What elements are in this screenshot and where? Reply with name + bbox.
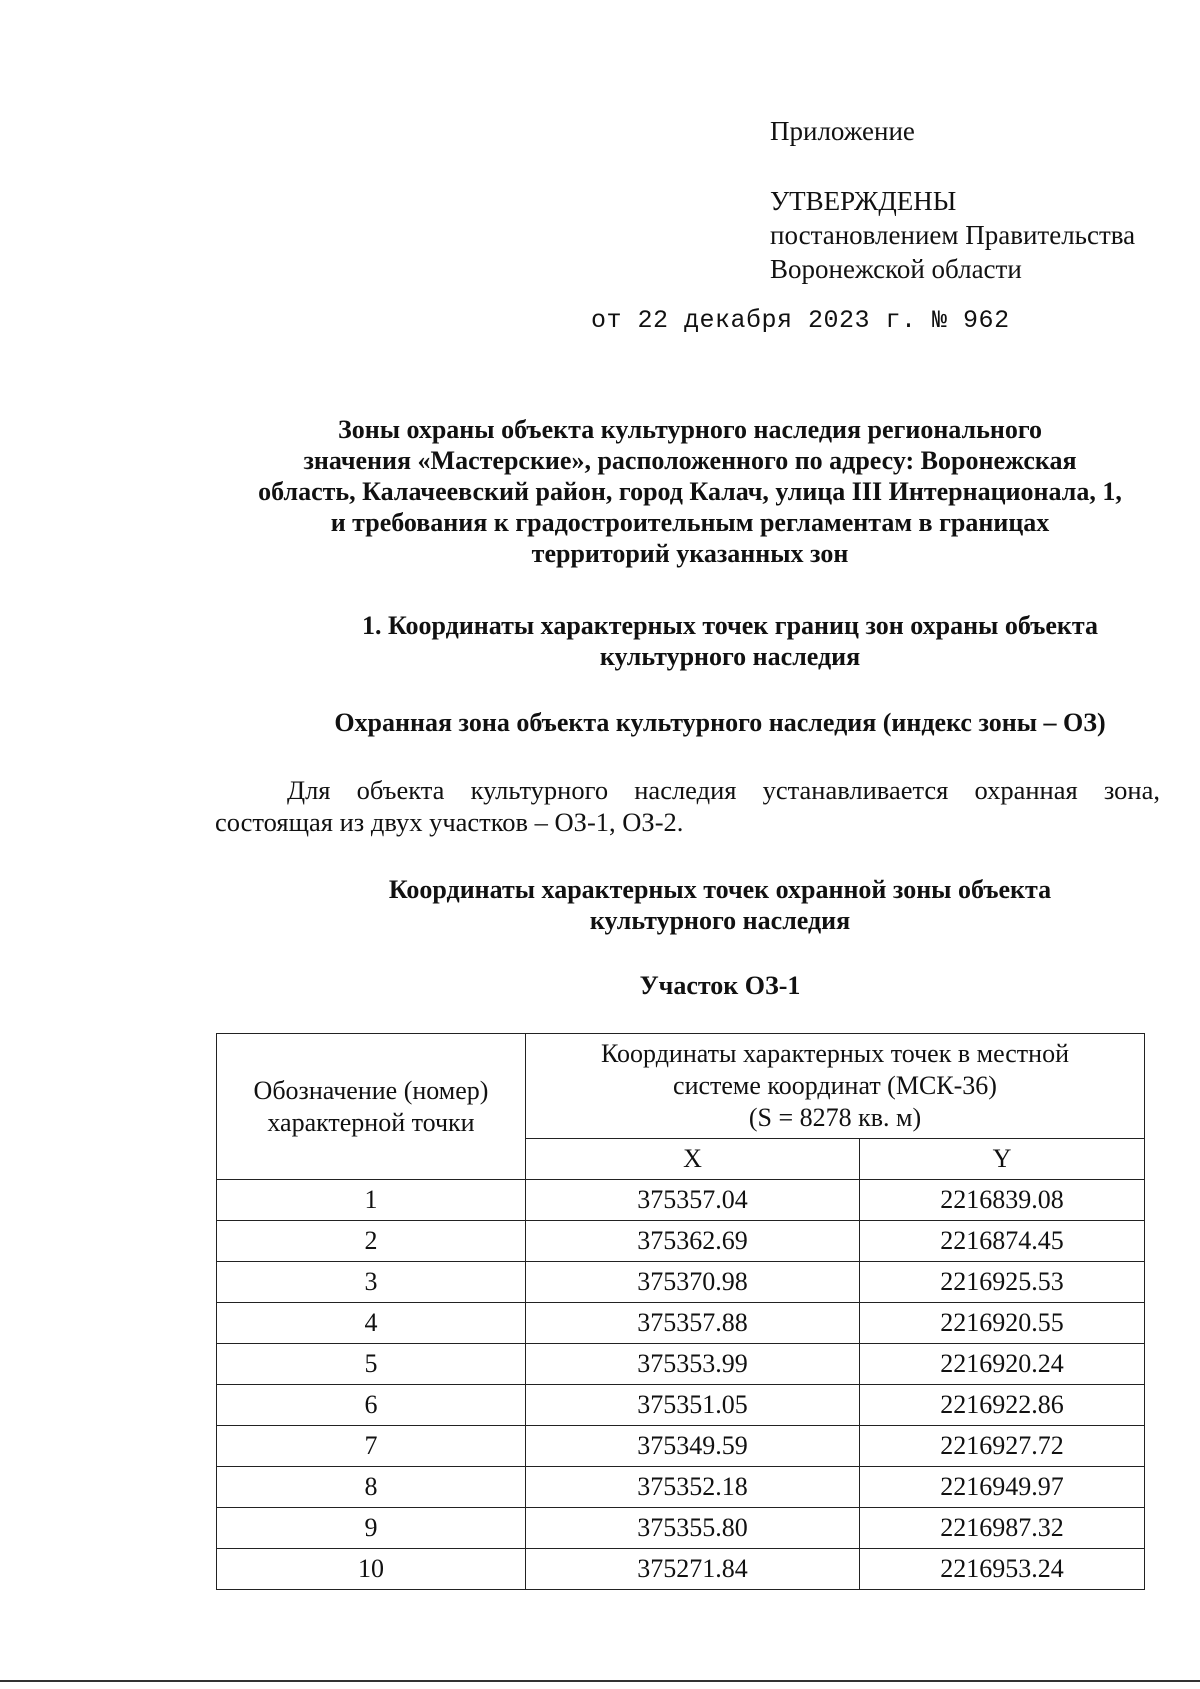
approved-by-line-2: Воронежской области	[770, 254, 1022, 284]
coord-header-line-1: Координаты характерных точек в местной	[600, 1039, 1069, 1068]
approved-label: УТВЕРЖДЕНЫ	[770, 186, 957, 216]
table-row	[217, 1262, 1145, 1303]
x-coordinate: 375349.59	[526, 1426, 860, 1467]
y-coordinate: 2216949.97	[860, 1467, 1145, 1508]
x-coordinate: 375357.88	[526, 1303, 860, 1344]
coordinates-heading	[280, 874, 1160, 936]
document-title	[200, 414, 1180, 569]
protected-zone-heading: Охранная зона объекта культурного наследия (индекс зоны – ОЗ)	[334, 708, 1106, 737]
table-row	[217, 1385, 1145, 1426]
x-coordinate: 375362.69	[526, 1221, 860, 1262]
y-coordinate: 2216920.24	[860, 1344, 1145, 1385]
section-1-heading	[290, 610, 1170, 672]
table-row	[217, 1426, 1145, 1467]
intro-paragraph: Для объекта культурного наследия устанавливается охранная зона, состоящая из двух участков – ОЗ-1, ОЗ-2.	[215, 775, 1160, 837]
point-number: 6	[217, 1385, 526, 1426]
point-number: 10	[217, 1549, 526, 1590]
y-coordinate: 2216874.45	[860, 1221, 1145, 1262]
x-coordinate: 375355.80	[526, 1508, 860, 1549]
table-row	[217, 1549, 1145, 1590]
x-coordinate: 375352.18	[526, 1467, 860, 1508]
coord-header-line-2: системе координат (МСК-36)	[673, 1071, 997, 1100]
plot-heading: Участок ОЗ-1	[639, 971, 801, 1000]
y-coordinate: 2216839.08	[860, 1180, 1145, 1221]
y-coordinate: 2216953.24	[860, 1549, 1145, 1590]
y-coordinate: 2216987.32	[860, 1508, 1145, 1549]
table-row	[217, 1221, 1145, 1262]
coord-header-line-3: (S = 8278 кв. м)	[748, 1103, 922, 1132]
table-row	[217, 1467, 1145, 1508]
date-number-stamp: от 22 декабря 2023 г. № 962	[591, 306, 1010, 335]
x-coordinate: 375271.84	[526, 1549, 860, 1590]
point-number: 1	[217, 1180, 526, 1221]
y-header: Y	[860, 1139, 1145, 1180]
title-line-3: область, Калачеевский район, город Калач, улица III Интернационала, 1,	[258, 477, 1122, 506]
point-number: 3	[217, 1262, 526, 1303]
table-row	[217, 1180, 1145, 1221]
x-header: X	[526, 1139, 860, 1180]
y-coordinate: 2216922.86	[860, 1385, 1145, 1426]
point-number: 7	[217, 1426, 526, 1467]
point-number: 8	[217, 1467, 526, 1508]
point-number: 9	[217, 1508, 526, 1549]
y-coordinate: 2216925.53	[860, 1262, 1145, 1303]
x-coordinate: 375357.04	[526, 1180, 860, 1221]
section-1-line-2: культурного наследия	[599, 642, 861, 671]
approval-block	[770, 114, 1135, 286]
point-number: 5	[217, 1344, 526, 1385]
y-coordinate: 2216927.72	[860, 1426, 1145, 1467]
section-1-line-1: 1. Координаты характерных точек границ зон охраны объекта	[362, 611, 1098, 640]
title-line-5: территорий указанных зон	[531, 539, 849, 568]
point-number: 4	[217, 1303, 526, 1344]
table-row	[217, 1508, 1145, 1549]
table-header-row	[217, 1034, 1145, 1139]
x-coordinate: 375351.05	[526, 1385, 860, 1426]
coordinates-heading-line-2: культурного наследия	[589, 906, 851, 935]
title-line-1: Зоны охраны объекта культурного наследия регионального	[337, 415, 1043, 444]
coordinates-header	[526, 1034, 1145, 1139]
coordinates-table	[216, 1033, 1145, 1590]
coordinates-heading-line-1: Координаты характерных точек охранной зоны объекта	[388, 875, 1052, 904]
x-coordinate: 375370.98	[526, 1262, 860, 1303]
point-number-header	[217, 1034, 526, 1180]
table-row	[217, 1303, 1145, 1344]
point-number: 2	[217, 1221, 526, 1262]
table-row	[217, 1344, 1145, 1385]
page-edge-divider	[0, 1680, 1200, 1682]
x-coordinate: 375353.99	[526, 1344, 860, 1385]
point-header-line-1: Обозначение (номер)	[253, 1075, 489, 1105]
approved-by-line-1: постановлением Правительства	[770, 220, 1136, 250]
title-line-2: значения «Мастерские», расположенного по адресу: Воронежская	[303, 446, 1077, 475]
title-line-4: и требования к градостроительным регламентам в границах	[330, 508, 1050, 537]
appendix-label: Приложение	[770, 116, 915, 146]
point-header-line-2: характерной точки	[267, 1107, 475, 1137]
y-coordinate: 2216920.55	[860, 1303, 1145, 1344]
